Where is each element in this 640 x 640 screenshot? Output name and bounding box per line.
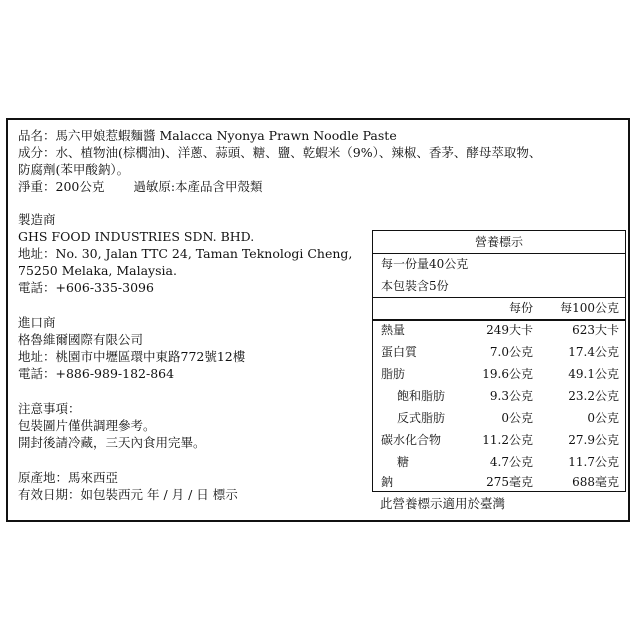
nutrient-per-serving: 19.6公克 <box>482 367 533 381</box>
manufacturer-heading: 製造商 <box>18 212 56 227</box>
nutrient-label: 飽和脂肪 <box>397 389 446 403</box>
nutrient-per-100g: 27.9公克 <box>568 433 619 447</box>
country-of-origin: 原產地：馬來西亞 <box>18 470 119 485</box>
nutrient-per-100g: 688毫克 <box>572 475 619 489</box>
nutrient-per-serving: 0公克 <box>501 411 533 425</box>
nutrient-per-100g: 623大卡 <box>572 323 619 337</box>
nutrient-per-100g: 17.4公克 <box>568 345 619 359</box>
nutrient-per-serving: 7.0公克 <box>489 345 533 359</box>
nutrient-per-100g: 23.2公克 <box>568 389 619 403</box>
notes-heading: 注意事項： <box>18 401 81 416</box>
importer-address: 地址：桃園市中壢區環中東路772號12樓 <box>18 349 246 364</box>
nutrient-row <box>373 385 625 407</box>
importer-name: 格魯維爾國際有限公司 <box>18 332 144 347</box>
nutrient-per-serving: 11.2公克 <box>482 433 533 447</box>
net-weight-allergen: 淨重：200公克 過敏原:本產品含甲殼類 <box>18 179 263 194</box>
nutrient-label: 熱量 <box>381 323 406 337</box>
manufacturer-address-2: 75250 Melaka, Malaysia. <box>18 263 177 278</box>
nutrition-facts-table <box>372 230 626 492</box>
col-per-serving: 每份 <box>508 301 533 315</box>
nutrient-row <box>373 451 625 473</box>
nutrient-label: 鈉 <box>381 475 394 489</box>
expiry-date: 有效日期：如包裝西元 年 / 月 / 日 標示 <box>18 487 238 502</box>
importer-heading: 進口商 <box>18 315 56 330</box>
manufacturer-name: GHS FOOD INDUSTRIES SDN. BHD. <box>18 229 255 244</box>
nutrient-label: 碳水化合物 <box>381 433 442 447</box>
col-per-100g: 每100公克 <box>560 301 619 315</box>
notes-line-2: 開封後請冷藏，三天內食用完畢。 <box>18 435 206 450</box>
nutrient-per-serving: 275毫克 <box>486 475 533 489</box>
nutrient-label: 蛋白質 <box>381 345 418 359</box>
nutrient-label: 糖 <box>397 455 410 469</box>
importer-phone: 電話：+886-989-182-864 <box>18 366 175 381</box>
nutrient-row <box>373 363 625 385</box>
manufacturer-phone: 電話：+606-335-3096 <box>18 280 154 295</box>
nutrient-label: 脂肪 <box>381 367 406 381</box>
nutrient-per-serving: 4.7公克 <box>489 455 533 469</box>
nutrient-row <box>373 407 625 429</box>
nutrient-per-100g: 11.7公克 <box>568 455 619 469</box>
nutrient-per-serving: 249大卡 <box>486 323 533 337</box>
nutrition-footnote: 此營養標示適用於臺灣 <box>380 496 506 511</box>
nutrient-row <box>373 319 625 341</box>
ingredients-line-1: 成分：水、植物油(棕櫚油)、洋蔥、蒜頭、糖、鹽、乾蝦米（9%）、辣椒、香茅、酵母萃取物、 <box>18 145 542 160</box>
nutrient-per-serving: 9.3公克 <box>489 389 533 403</box>
serving-size: 每一份量40公克 <box>381 257 469 271</box>
servings-per-package: 本包裝含5份 <box>381 279 449 293</box>
nutrition-title: 營養標示 <box>474 235 523 249</box>
notes-line-1: 包裝圖片僅供調理參考。 <box>18 418 156 433</box>
product-name: 品名：馬六甲娘惹蝦麵醬 Malacca Nyonya Prawn Noodle Paste <box>18 128 397 143</box>
nutrient-label: 反式脂肪 <box>397 411 446 425</box>
manufacturer-address-1: 地址：No. 30, Jalan TTC 24, Taman Teknologi Cheng, <box>18 246 353 261</box>
nutrient-row <box>373 471 625 493</box>
nutrient-per-100g: 0公克 <box>587 411 619 425</box>
nutrient-row <box>373 429 625 451</box>
nutrient-row <box>373 341 625 363</box>
ingredients-line-2: 防腐劑(苯甲酸鈉）。 <box>18 162 130 177</box>
nutrient-per-100g: 49.1公克 <box>568 367 619 381</box>
